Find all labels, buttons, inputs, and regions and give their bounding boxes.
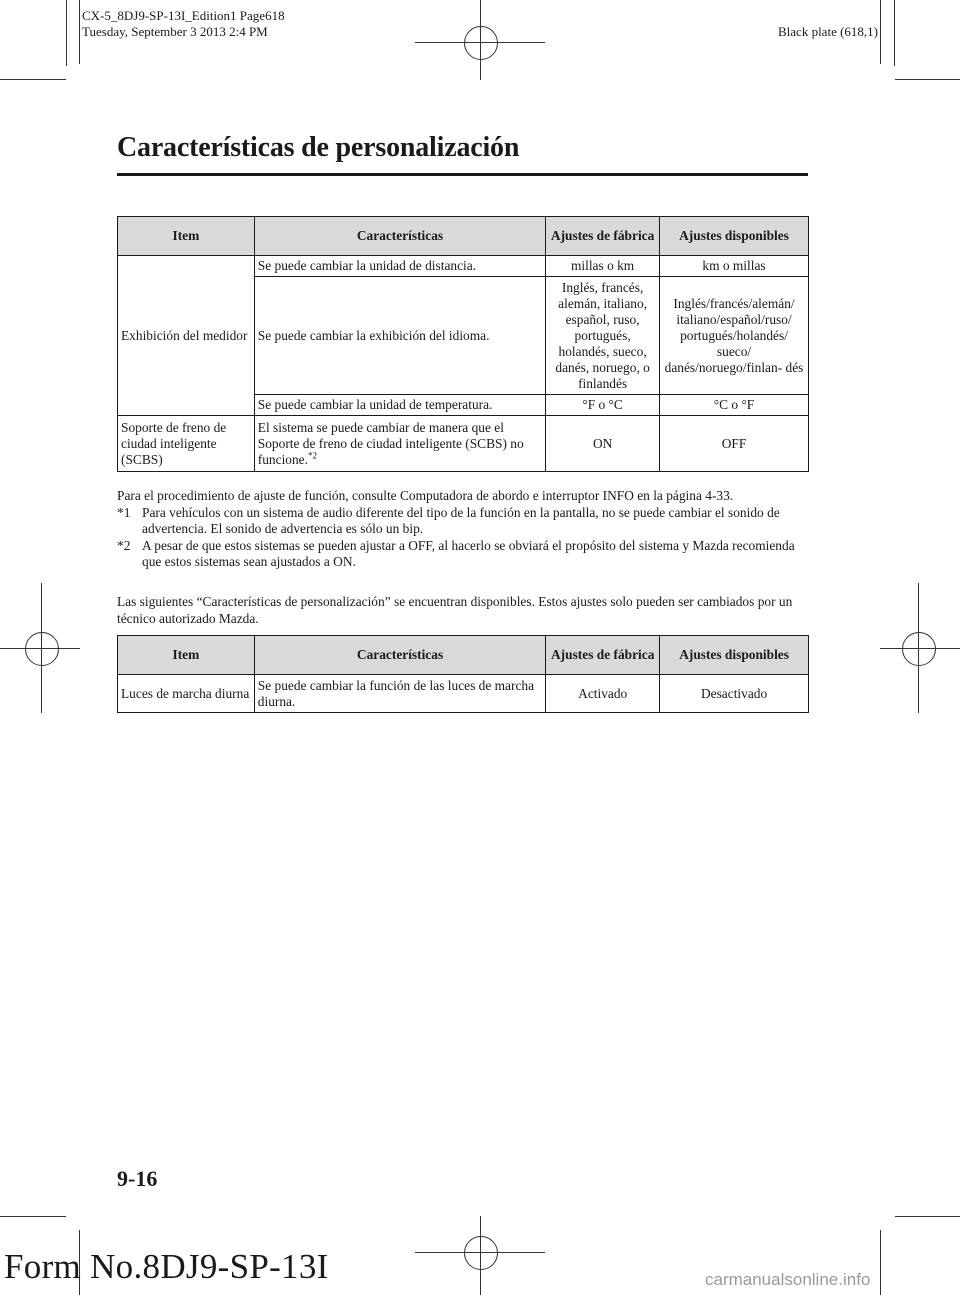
print-job-info xyxy=(82,8,285,40)
footnote-mark: *2 xyxy=(117,537,131,553)
notes-block xyxy=(117,488,817,571)
factory-cell: Activado xyxy=(546,675,660,713)
feature-text: El sistema se puede cambiar de manera que el Soporte de freno de ciudad inteligente (SCBS) no funcione. xyxy=(257,419,524,467)
feature-cell: Se puede cambiar la unidad de temperatura. xyxy=(254,395,545,416)
dealer-customization-table xyxy=(117,635,809,713)
footnote-2 xyxy=(117,538,817,571)
table-row xyxy=(118,256,809,277)
crop-mark-bottom-right-h xyxy=(895,1216,960,1217)
feature-cell: Se puede cambiar la unidad de distancia. xyxy=(254,256,545,277)
col-header-factory: Ajustes de fábrica xyxy=(546,217,660,256)
table-header-row xyxy=(118,636,809,675)
crop-mark-top-right-h xyxy=(895,79,960,80)
footnote-text: A pesar de que estos sistemas se pueden ajustar a OFF, al hacerlo se obviará el propósito del sistema y Mazda recomienda que estos sistemas sean ajustados a ON. xyxy=(142,537,795,569)
crop-mark-top-left-v2 xyxy=(79,0,80,64)
table-row xyxy=(118,675,809,713)
col-header-available: Ajustes disponibles xyxy=(660,636,809,675)
available-cell: OFF xyxy=(660,416,809,472)
available-cell: Desactivado xyxy=(660,675,809,713)
intro-paragraph: Las siguientes “Características de personalización” se encuentran disponibles. Estos ajustes solo pueden ser cambiados por un técnico autorizado Mazda. xyxy=(117,594,793,626)
footnote-ref: *2 xyxy=(307,450,317,461)
col-header-item: Item xyxy=(118,217,255,256)
footnote-1 xyxy=(117,505,817,538)
factory-cell: Inglés, francés, alemán, italiano, español, ruso, portugués, holandés, sueco, danés, noruego, o finlandés xyxy=(546,277,660,395)
factory-cell: °F o °C xyxy=(546,395,660,416)
crop-mark-top-left-v xyxy=(66,0,67,66)
plate-label: Black plate (618,1) xyxy=(778,24,878,39)
col-header-features: Características xyxy=(254,217,545,256)
available-cell: km o millas xyxy=(660,256,809,277)
item-cell: Exhibición del medidor xyxy=(118,256,255,416)
table-row xyxy=(118,416,809,472)
watermark: carmanualsonline.info xyxy=(705,1270,871,1289)
page-title: Características de personalización xyxy=(117,132,520,163)
customization-table xyxy=(117,216,809,472)
footnote-mark: *1 xyxy=(117,504,131,520)
col-header-item: Item xyxy=(118,636,255,675)
crop-mark-top-left-h xyxy=(0,79,66,80)
col-header-features: Características xyxy=(254,636,546,675)
available-cell: °C o °F xyxy=(660,395,809,416)
crop-mark-top-right-v2 xyxy=(880,0,881,64)
feature-cell: Se puede cambiar la función de las luces de marcha diurna. xyxy=(254,675,546,713)
crop-mark-bottom-left-h xyxy=(0,1216,66,1217)
item-cell: Luces de marcha diurna xyxy=(118,675,255,713)
registration-left-circle xyxy=(25,632,59,666)
feature-cell: Se puede cambiar la exhibición del idioma. xyxy=(254,277,545,395)
footnote-text: Para vehículos con un sistema de audio diferente del tipo de la función en la pantalla, no se puede cambiar el sonido de advertencia. El sonido de advertencia es sólo un bip. xyxy=(142,504,780,536)
procedure-note: Para el procedimiento de ajuste de función, consulte Computadora de abordo e interruptor INFO en la página 4-33. xyxy=(117,488,734,503)
print-job-line-2: Tuesday, September 3 2013 2:4 PM xyxy=(82,24,268,39)
print-job-line-1: CX-5_8DJ9-SP-13I_Edition1 Page618 xyxy=(82,8,285,23)
col-header-factory: Ajustes de fábrica xyxy=(546,636,660,675)
registration-top-circle xyxy=(464,26,498,60)
crop-mark-top-right-v xyxy=(894,0,895,66)
item-cell: Soporte de freno de ciudad inteligente (SCBS) xyxy=(118,416,255,472)
col-header-available: Ajustes disponibles xyxy=(660,217,809,256)
factory-cell: ON xyxy=(546,416,660,472)
page-number: 9-16 xyxy=(117,1166,158,1191)
factory-cell: millas o km xyxy=(546,256,660,277)
registration-bottom-circle xyxy=(464,1236,498,1270)
registration-right-circle xyxy=(902,632,936,666)
feature-cell xyxy=(254,416,545,472)
available-cell: Inglés/francés/alemán/ italiano/español/ruso/ portugués/holandés/ sueco/ danés/noruego/finlan- dés xyxy=(660,277,809,395)
title-rule xyxy=(117,173,808,176)
table-header-row xyxy=(118,217,809,256)
form-number: Form No.8DJ9-SP-13I xyxy=(4,1247,329,1286)
crop-mark-bottom-right-v xyxy=(880,1230,881,1295)
